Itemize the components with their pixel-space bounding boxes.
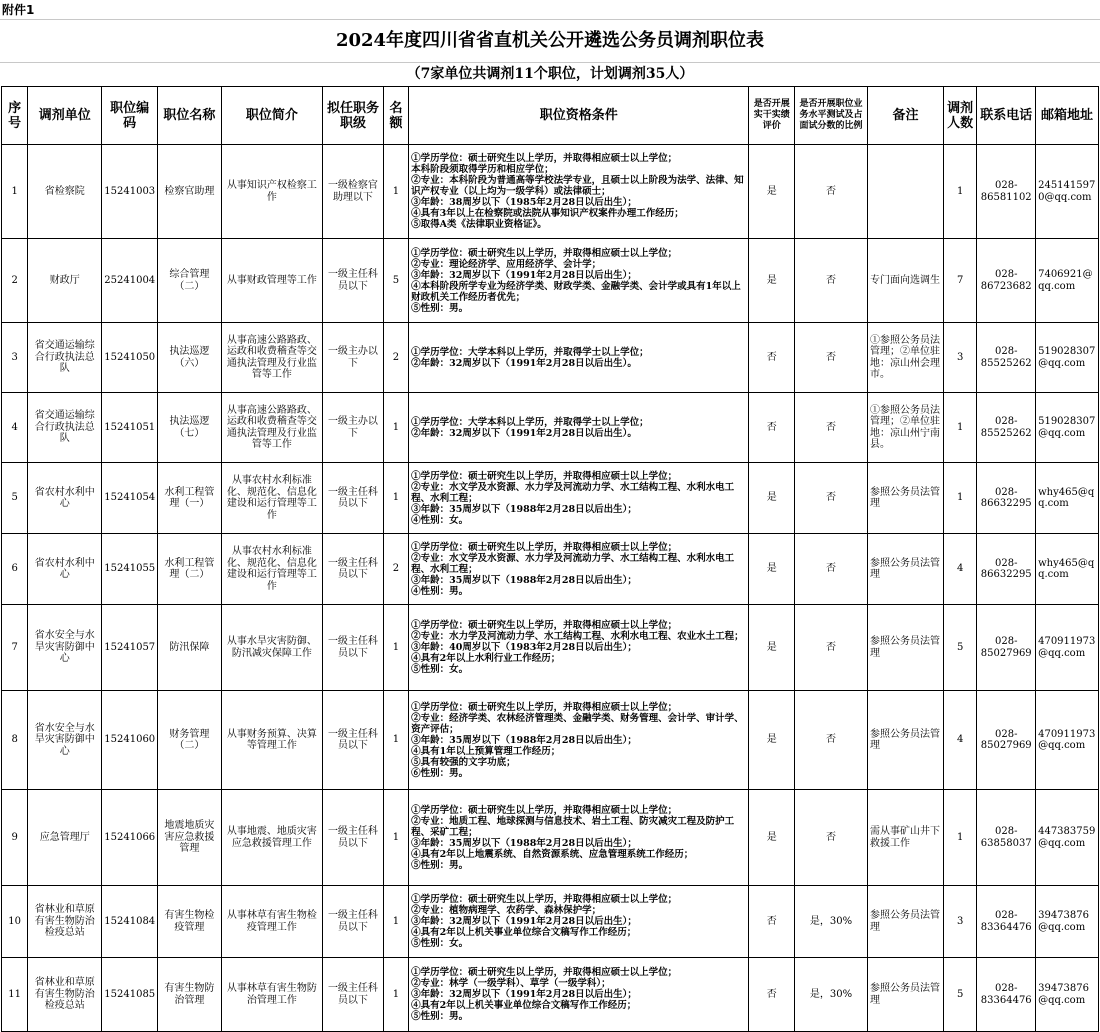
condition-line: ⑤性别：男。 [411, 1011, 469, 1022]
cell-conditions [409, 145, 749, 239]
cell-adjust: 4 [943, 534, 976, 605]
cell-name: 执法巡逻（七） [157, 393, 221, 463]
cell-name: 检察官助理 [157, 145, 221, 239]
cell-rank: 一级主任科员以下 [323, 958, 384, 1032]
table-row [2, 393, 1099, 463]
condition-line: ③年龄：35周岁以下（1988年2月28日以后出生）； [411, 734, 637, 746]
cell-quota: 1 [383, 463, 408, 534]
cell-rank: 一级主任科员以下 [323, 691, 384, 790]
cell-rank: 一级检察官助理以下 [323, 145, 384, 239]
cell-quota: 2 [383, 534, 408, 605]
header-email: 邮箱地址 [1036, 87, 1099, 145]
table-body [2, 145, 1099, 1032]
cell-conditions [409, 605, 749, 691]
cell-remark: 参照公务员法管理 [867, 534, 943, 605]
cell-unit: 省农村水利中心 [28, 534, 102, 605]
cell-phone: 028-83364476 [977, 958, 1036, 1032]
cell-test: 否 [795, 534, 868, 605]
cell-rank: 一级主任科员以下 [323, 790, 384, 886]
header-phone: 联系电话 [977, 87, 1036, 145]
condition-line: ②专业：地质工程、地球探测与信息技术、岩土工程、防灾减灾工程及防护工程、采矿工程； [411, 815, 735, 838]
cell-code: 15241050 [102, 323, 158, 393]
cell-rank: 一级主任科员以下 [323, 239, 384, 323]
cell-practical: 是 [749, 239, 795, 323]
condition-line: ②年龄：32周岁以下（1991年2月28日以后出生）。 [411, 427, 637, 439]
cell-test: 否 [795, 145, 868, 239]
header-unit: 调剂单位 [28, 87, 102, 145]
cell-name: 财务管理（二） [157, 691, 221, 790]
table-row [2, 463, 1099, 534]
condition-line: ①学历学位：硕士研究生以上学历，并取得相应硕士以上学位； [411, 153, 678, 164]
cell-rank: 一级主任科员以下 [323, 886, 384, 958]
cell-unit: 财政厅 [28, 239, 102, 323]
condition-line: 本科阶段须取得学历和相应学位； [411, 164, 554, 175]
cell-phone: 028-86723682 [977, 239, 1036, 323]
positions-table [1, 86, 1099, 1032]
condition-line: ③年龄：32周岁以下（1991年2月28日以后出生）； [411, 989, 637, 1000]
cell-code: 15241003 [102, 145, 158, 239]
cell-test: 否 [795, 393, 868, 463]
cell-adjust: 3 [943, 323, 976, 393]
cell-code: 15241085 [102, 958, 158, 1032]
header-quota: 名额 [383, 87, 408, 145]
condition-line: ④具有3年以上在检察院或法院从事知识产权案件办理工作经历； [411, 208, 684, 219]
cell-no: 1 [2, 145, 28, 239]
condition-line: ④具有1年以上预算管理工作经历； [411, 745, 561, 757]
cell-email: 519028307@qq.com [1036, 323, 1099, 393]
cell-practical: 是 [749, 534, 795, 605]
condition-line: ④具有2年以上地震系统、自然资源系统、应急管理系统工作经历； [411, 848, 694, 860]
condition-line: ④具有2年以上机关事业单位综合文稿写作工作经历； [411, 1000, 637, 1011]
condition-line: ①学历学位：硕士研究生以上学历，并取得相应硕士以上学位； [411, 247, 678, 259]
table-row [2, 323, 1099, 393]
cell-rank: 一级主任科员以下 [323, 605, 384, 691]
header-code: 职位编码 [102, 87, 158, 145]
cell-no: 4 [2, 393, 28, 463]
cell-intro: 从事地震、地质灾害应急救援管理工作 [221, 790, 322, 886]
condition-line: ②专业：植物病理学、农药学、森林保护学； [411, 905, 602, 916]
condition-line: ③年龄：32周岁以下（1991年2月28日以后出生）； [411, 269, 637, 281]
cell-conditions [409, 393, 749, 463]
page-title: 2024年度四川省省直机关公开遴选公务员调剂职位表 [0, 20, 1100, 63]
cell-email: 2451415970@qq.com [1036, 145, 1099, 239]
cell-no: 11 [2, 958, 28, 1032]
condition-line: ③年龄：38周岁以下（1985年2月28日以后出生）； [411, 197, 637, 208]
cell-unit: 省水安全与水旱灾害防御中心 [28, 605, 102, 691]
condition-line: ⑤取得A类《法律职业资格证》。 [411, 219, 547, 230]
condition-line: ②专业：水文学及水资源、水力学及河流动力学、水工结构工程、水利水电工程、水利工程； [411, 552, 735, 575]
cell-remark: 需从事矿山井下救援工作 [867, 790, 943, 886]
cell-no: 6 [2, 534, 28, 605]
cell-rank: 一级主任科员以下 [323, 534, 384, 605]
condition-line: ④性别：女。 [411, 514, 469, 526]
cell-conditions [409, 463, 749, 534]
cell-email: 470911973@qq.com [1036, 605, 1099, 691]
cell-phone: 028-85525262 [977, 393, 1036, 463]
cell-no: 3 [2, 323, 28, 393]
condition-line: ⑤性别：女。 [411, 664, 469, 675]
cell-code: 15241057 [102, 605, 158, 691]
cell-conditions [409, 239, 749, 323]
cell-conditions [409, 958, 749, 1032]
table-row [2, 886, 1099, 958]
cell-no: 8 [2, 691, 28, 790]
cell-code: 15241051 [102, 393, 158, 463]
cell-rank: 一级主办以下 [323, 323, 384, 393]
cell-no: 2 [2, 239, 28, 323]
cell-email: 39473876@qq.com [1036, 886, 1099, 958]
cell-unit: 省林业和草原有害生物防治检疫总站 [28, 886, 102, 958]
header-rank: 拟任职务职级 [323, 87, 384, 145]
condition-line: ③年龄：35周岁以下（1988年2月28日以后出生）； [411, 837, 637, 849]
header-remark: 备注 [867, 87, 943, 145]
cell-intro: 从事高速公路路政、运政和收费稽查等交通执法管理及行业监管等工作 [221, 393, 322, 463]
cell-name: 有害生物检疫管理 [157, 886, 221, 958]
cell-phone: 028-86632295 [977, 534, 1036, 605]
cell-intro: 从事高速公路路政、运政和收费稽查等交通执法管理及行业监管等工作 [221, 323, 322, 393]
cell-quota: 5 [383, 239, 408, 323]
condition-line: ③年龄：35周岁以下（1988年2月28日以后出生）； [411, 503, 637, 515]
condition-line: ④性别：男。 [411, 585, 469, 597]
condition-line: ③年龄：40周岁以下（1983年2月28日以后出生）； [411, 642, 637, 653]
cell-test: 是，30% [795, 958, 868, 1032]
cell-email: 7406921@qq.com [1036, 239, 1099, 323]
cell-email: why465@qq.com [1036, 534, 1099, 605]
table-row [2, 145, 1099, 239]
cell-remark: 专门面向选调生 [867, 239, 943, 323]
condition-line: ①学历学位：硕士研究生以上学历，并取得相应硕士以上学位； [411, 620, 678, 631]
header-conditions: 职位资格条件 [409, 87, 749, 145]
header-test: 是否开展职位业务水平测试及占面试分数的比例 [795, 87, 868, 145]
cell-quota: 1 [383, 145, 408, 239]
cell-phone: 028-85027969 [977, 691, 1036, 790]
cell-email: 447383759@qq.com [1036, 790, 1099, 886]
cell-test: 是，30% [795, 886, 868, 958]
cell-name: 水利工程管理（一） [157, 463, 221, 534]
cell-test: 否 [795, 239, 868, 323]
cell-name: 水利工程管理（二） [157, 534, 221, 605]
cell-practical: 否 [749, 393, 795, 463]
cell-adjust: 5 [943, 605, 976, 691]
table-row [2, 790, 1099, 886]
header-no: 序号 [2, 87, 28, 145]
cell-practical: 否 [749, 886, 795, 958]
table-row [2, 605, 1099, 691]
condition-line: ⑤性别：男。 [411, 302, 469, 314]
cell-remark: 参照公务员法管理 [867, 463, 943, 534]
table-row [2, 691, 1099, 790]
condition-line: ②专业：水力学及河流动力学、水工结构工程、水利水电工程、农业水土工程； [411, 631, 744, 642]
header-name: 职位名称 [157, 87, 221, 145]
cell-remark: 参照公务员法管理 [867, 605, 943, 691]
cell-remark: 参照公务员法管理 [867, 886, 943, 958]
cell-code: 15241055 [102, 534, 158, 605]
cell-conditions [409, 534, 749, 605]
cell-email: 39473876@qq.com [1036, 958, 1099, 1032]
cell-practical: 否 [749, 323, 795, 393]
cell-conditions [409, 886, 749, 958]
cell-quota: 1 [383, 958, 408, 1032]
cell-test: 否 [795, 605, 868, 691]
cell-phone: 028-63858037 [977, 790, 1036, 886]
cell-rank: 一级主办以下 [323, 393, 384, 463]
header-adjust: 调剂人数 [943, 87, 976, 145]
cell-unit: 省水安全与水旱灾害防御中心 [28, 691, 102, 790]
cell-adjust: 4 [943, 691, 976, 790]
cell-remark: ①参照公务员法管理；②单位驻地：凉山州会理市。 [867, 323, 943, 393]
cell-unit: 省农村水利中心 [28, 463, 102, 534]
condition-line: ①学历学位：大学本科以上学历，并取得学士以上学位； [411, 346, 649, 358]
cell-practical: 是 [749, 605, 795, 691]
cell-name: 综合管理（二） [157, 239, 221, 323]
cell-test: 否 [795, 463, 868, 534]
cell-remark: 参照公务员法管理 [867, 691, 943, 790]
cell-phone: 028-86632295 [977, 463, 1036, 534]
cell-unit: 省林业和草原有害生物防治检疫总站 [28, 958, 102, 1032]
cell-conditions [409, 790, 749, 886]
cell-intro: 从事林草有害生物检疫管理工作 [221, 886, 322, 958]
condition-line: ①学历学位：大学本科以上学历，并取得学士以上学位； [411, 416, 649, 428]
cell-quota: 1 [383, 790, 408, 886]
table-row [2, 534, 1099, 605]
condition-line: ③年龄：35周岁以下（1988年2月28日以后出生）； [411, 574, 637, 586]
table-row [2, 239, 1099, 323]
header-intro: 职位简介 [221, 87, 322, 145]
attachment-label: 附件1 [0, 0, 1100, 20]
cell-intro: 从事林草有害生物防治管理工作 [221, 958, 322, 1032]
condition-line: ①学历学位：硕士研究生以上学历，并取得相应硕士以上学位； [411, 470, 678, 482]
cell-conditions [409, 691, 749, 790]
condition-line: ④本科阶段所学专业为经济学类、财政学类、金融学类、会计学或具有1年以上财政机关工作经历者优先； [411, 280, 741, 303]
header-practical: 是否开展实干实绩评价 [749, 87, 795, 145]
cell-rank: 一级主任科员以下 [323, 463, 384, 534]
condition-line: ⑤性别：女。 [411, 938, 469, 949]
cell-code: 15241084 [102, 886, 158, 958]
page-subtitle: （7家单位共调剂11个职位，计划调剂35人） [406, 66, 694, 82]
cell-phone: 028-86581102 [977, 145, 1036, 239]
cell-test: 否 [795, 323, 868, 393]
cell-phone: 028-85525262 [977, 323, 1036, 393]
condition-line: ①学历学位：硕士研究生以上学历，并取得相应硕士以上学位； [411, 804, 678, 816]
condition-line: ②专业：本科阶段为普通高等学校法学专业，且硕士以上阶段为法学、法律、知识产权专业（以上均为一级学科）或法律硕士； [411, 175, 744, 197]
cell-adjust: 1 [943, 790, 976, 886]
header-row [2, 87, 1099, 145]
cell-test: 否 [795, 691, 868, 790]
condition-line: ②专业：水文学及水资源、水力学及河流动力学、水工结构工程、水利水电工程、水利工程； [411, 481, 735, 504]
condition-line: ②专业：林学（一级学科）、草学（一级学科）； [411, 978, 611, 989]
cell-name: 地震地质灾害应急救援管理 [157, 790, 221, 886]
cell-quota: 2 [383, 323, 408, 393]
cell-adjust: 3 [943, 886, 976, 958]
cell-intro: 从事水旱灾害防御、防汛减灾保障工作 [221, 605, 322, 691]
condition-line: ②年龄：32周岁以下（1991年2月28日以后出生）。 [411, 357, 637, 369]
cell-remark: 参照公务员法管理 [867, 958, 943, 1032]
cell-unit: 应急管理厅 [28, 790, 102, 886]
cell-code: 25241004 [102, 239, 158, 323]
cell-adjust: 5 [943, 958, 976, 1032]
cell-practical: 是 [749, 463, 795, 534]
cell-adjust: 1 [943, 393, 976, 463]
cell-name: 执法巡逻（六） [157, 323, 221, 393]
condition-line: ③年龄：32周岁以下（1991年2月28日以后出生）； [411, 916, 637, 927]
cell-remark: ①参照公务员法管理；②单位驻地：凉山州宁南县。 [867, 393, 943, 463]
cell-email: why465@qq.com [1036, 463, 1099, 534]
cell-intro: 从事农村水利标准化、规范化、信息化建设和运行管理等工作 [221, 534, 322, 605]
cell-test: 否 [795, 790, 868, 886]
condition-line: ②专业：理论经济学、应用经济学、会计学； [411, 258, 602, 270]
cell-practical: 否 [749, 958, 795, 1032]
cell-remark [867, 145, 943, 239]
cell-intro: 从事财务预算、决算等管理工作 [221, 691, 322, 790]
cell-unit: 省检察院 [28, 145, 102, 239]
cell-email: 519028307@qq.com [1036, 393, 1099, 463]
cell-code: 15241054 [102, 463, 158, 534]
cell-no: 10 [2, 886, 28, 958]
cell-adjust: 1 [943, 145, 976, 239]
cell-no: 9 [2, 790, 28, 886]
cell-quota: 1 [383, 691, 408, 790]
cell-practical: 是 [749, 691, 795, 790]
cell-name: 有害生物防治管理 [157, 958, 221, 1032]
cell-intro: 从事财政管理等工作 [221, 239, 322, 323]
condition-line: ⑥性别：男。 [411, 767, 469, 779]
cell-intro: 从事知识产权检察工作 [221, 145, 322, 239]
condition-line: ①学历学位：硕士研究生以上学历，并取得相应硕士以上学位； [411, 967, 678, 978]
cell-quota: 1 [383, 605, 408, 691]
cell-practical: 是 [749, 790, 795, 886]
condition-line: ⑤性别：男。 [411, 859, 469, 871]
condition-line: ①学历学位：硕士研究生以上学历，并取得相应硕士以上学位； [411, 701, 678, 713]
cell-quota: 1 [383, 886, 408, 958]
condition-line: ④具有2年以上机关事业单位综合文稿写作工作经历； [411, 927, 637, 938]
cell-email: 470911973@qq.com [1036, 691, 1099, 790]
condition-line: ②专业：经济学类、农林经济管理类、金融学类、财务管理、会计学、审计学、资产评估； [411, 712, 744, 735]
cell-adjust: 1 [943, 463, 976, 534]
cell-code: 15241066 [102, 790, 158, 886]
cell-practical: 是 [749, 145, 795, 239]
cell-no: 7 [2, 605, 28, 691]
condition-line: ①学历学位：硕士研究生以上学历，并取得相应硕士以上学位； [411, 541, 678, 553]
cell-intro: 从事农村水利标准化、规范化、信息化建设和运行管理等工作 [221, 463, 322, 534]
cell-phone: 028-85027969 [977, 605, 1036, 691]
cell-adjust: 7 [943, 239, 976, 323]
cell-unit: 省交通运输综合行政执法总队 [28, 323, 102, 393]
cell-quota: 1 [383, 393, 408, 463]
cell-phone: 028-83364476 [977, 886, 1036, 958]
cell-code: 15241060 [102, 691, 158, 790]
cell-no: 5 [2, 463, 28, 534]
cell-conditions [409, 323, 749, 393]
cell-name: 防汛保障 [157, 605, 221, 691]
condition-line: ①学历学位：硕士研究生以上学历，并取得相应硕士以上学位； [411, 894, 678, 905]
table-row [2, 958, 1099, 1032]
condition-line: ④具有2年以上水利行业工作经历； [411, 653, 561, 664]
cell-unit: 省交通运输综合行政执法总队 [28, 393, 102, 463]
condition-line: ⑤具有较强的文字功底； [411, 756, 516, 768]
